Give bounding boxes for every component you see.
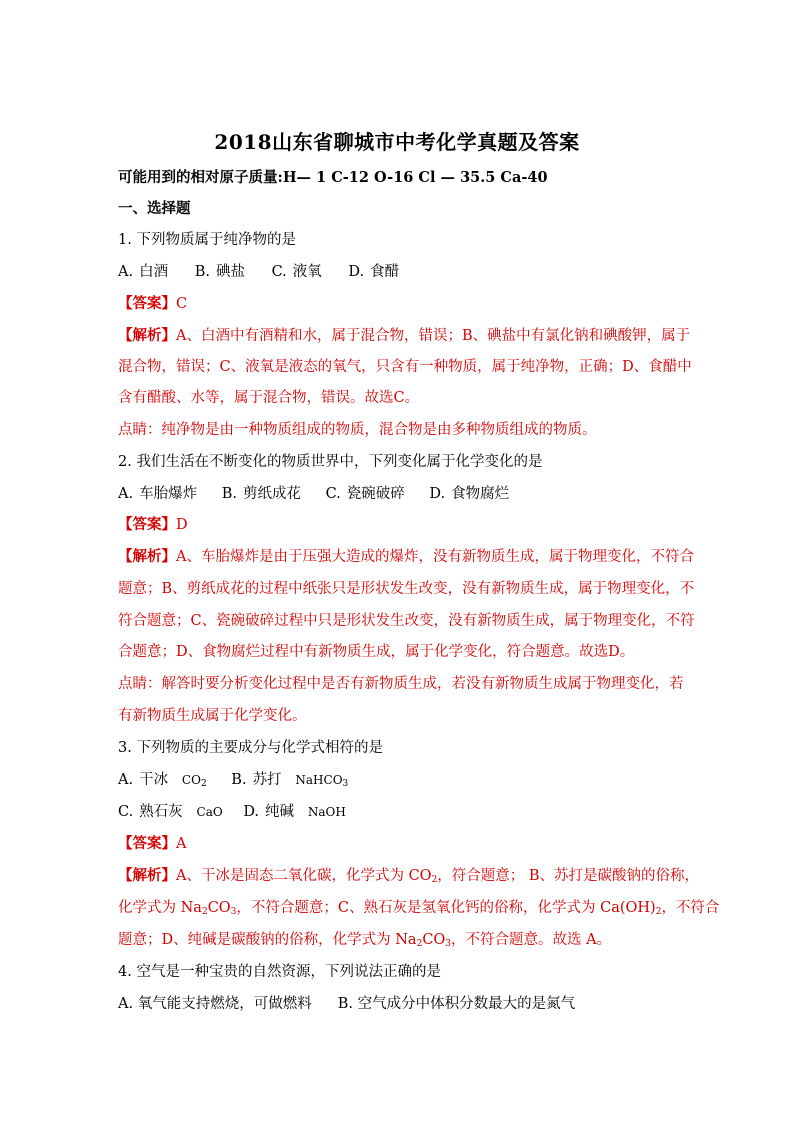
option-c: C. 熟石灰 CaO <box>118 804 223 820</box>
question-3-stem: 3. 下列物质的主要成分与化学式相符的是 <box>118 740 383 756</box>
question-1-note: 点睛：纯净物是由一种物质组成的物质，混合物是由多种物质组成的物质。 <box>118 422 597 438</box>
atomic-masses: 可能用到的相对原子质量:H— 1 C-12 O-16 Cl — 35.5 Ca-40 <box>118 169 548 186</box>
option-b: B. 剪纸成花 <box>221 486 301 502</box>
question-1-answer <box>118 295 678 313</box>
section-heading: 一、选择题 <box>118 200 191 217</box>
question-1-analysis-line-3: 含有醋酸、水等，属于混合物，错误。故选C。 <box>118 390 420 406</box>
option-b: B. 苏打 NaHCO$_3$ <box>231 772 349 789</box>
answer-value: A <box>176 836 187 852</box>
question-4-options <box>118 995 678 1013</box>
option-c: C. 液氧 <box>271 264 322 280</box>
answer-label: 【答案】 <box>118 516 176 533</box>
analysis-label: 【解析】 <box>118 548 176 565</box>
answer-label: 【答案】 <box>118 295 176 312</box>
question-2-note-line-1: 点睛：解答时要分析变化过程中是否有新物质生成，若没有新物质生成属于物理变化，若 <box>118 676 684 692</box>
question-2-note-line-2: 有新物质生成属于化学变化。 <box>118 708 307 724</box>
question-2-analysis-line-4: 合题意；D、食物腐烂过程中有新物质生成，属于化学变化，符合题意。故选D。 <box>118 644 635 660</box>
question-3-analysis-line-2: 化学式为 $Na_2CO_3$，不符合题意；C、熟石灰是氢氧化钙的俗称，化学式为 $Ca(OH)_2$，不符合 <box>118 900 720 917</box>
question-3-analysis-line-3: 题意；D、纯碱是碳酸钠的俗称，化学式为 $Na_2CO_3$，不符合题意。故选 A。 <box>118 932 612 949</box>
question-2-analysis-line-3: 符合题意；C、瓷碗破碎过程中只是形状发生改变，没有新物质生成，属于物理变化，不符 <box>118 613 695 629</box>
question-2-analysis-line-1: 【解析】A、车胎爆炸是由于压强大造成的爆炸，没有新物质生成，属于物理变化，不符合 <box>118 548 694 565</box>
page-title: 2018山东省聊城市中考化学真题及答案 <box>214 130 580 154</box>
option-d: D. 食物腐烂 <box>429 486 510 502</box>
question-3-answer <box>118 835 678 853</box>
answer-label: 【答案】 <box>118 835 176 852</box>
analysis-label: 【解析】 <box>118 867 176 884</box>
answer-value: D <box>176 517 188 533</box>
question-1-analysis-line-2: 混合物，错误；C、液氧是液态的氧气，只含有一种物质，属于纯净物，正确；D、食醋中 <box>118 359 692 375</box>
question-3-analysis-line-1: 【解析】A、干冰是固态二氧化碳，化学式为 $CO_2$，符合题意； B、苏打是碳酸钠的俗称， <box>118 867 700 885</box>
question-4-stem: 4. 空气是一种宝贵的自然资源，下列说法正确的是 <box>118 964 441 980</box>
answer-value: C <box>176 296 188 312</box>
option-d: D. 纯碱 NaOH <box>243 804 346 820</box>
option-d: D. 食醋 <box>348 264 400 280</box>
question-2-answer <box>118 516 678 534</box>
option-a: A. 车胎爆炸 <box>118 486 198 502</box>
option-a: A. 氧气能支持燃烧，可做燃料 <box>118 996 312 1012</box>
question-2-analysis-line-2: 题意；B、剪纸成花的过程中纸张只是形状发生改变，没有新物质生成，属于物理变化，不 <box>118 581 695 597</box>
option-b: B. 碘盐 <box>194 264 245 280</box>
option-c: C. 瓷碗破碎 <box>325 486 405 502</box>
option-a: A. 干冰 $CO_2$ <box>118 772 207 789</box>
question-2-options <box>118 485 678 503</box>
option-b: B. 空气成分中体积分数最大的是氮气 <box>337 996 576 1012</box>
question-1-analysis-line-1: 【解析】A、白酒中有酒精和水，属于混合物，错误；B、碘盐中有氯化钠和碘酸钾，属于 <box>118 327 691 344</box>
analysis-label: 【解析】 <box>118 327 176 344</box>
option-a: A. 白酒 <box>118 264 169 280</box>
question-1-stem: 1. 下列物质属于纯净物的是 <box>118 232 296 248</box>
question-3-options-row-1 <box>118 771 678 789</box>
question-3-options-row-2 <box>118 803 678 821</box>
question-2-stem: 2. 我们生活在不断变化的物质世界中，下列变化属于化学变化的是 <box>118 454 543 470</box>
question-1-options <box>118 263 678 281</box>
